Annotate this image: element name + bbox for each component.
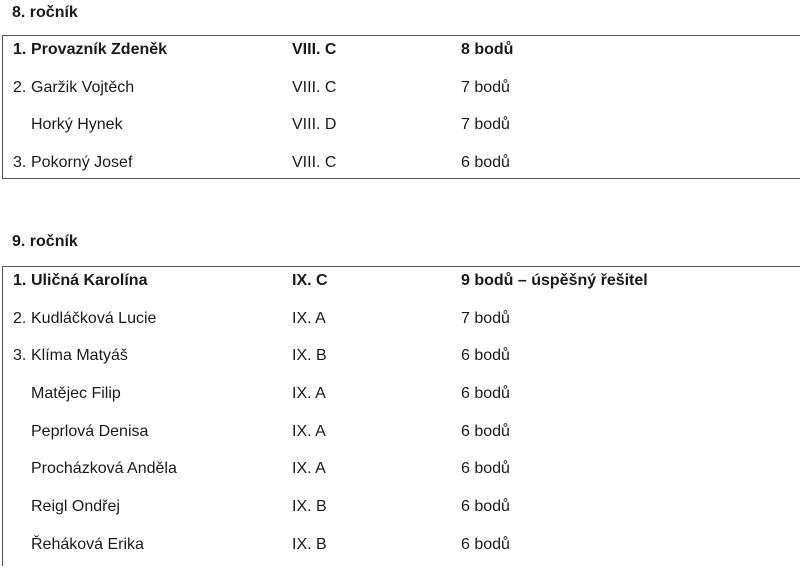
class-cell: IX. C bbox=[292, 272, 328, 289]
student-name: Pokorný Josef bbox=[31, 153, 133, 171]
rank-label: 3. bbox=[13, 347, 27, 365]
table-row bbox=[3, 380, 800, 418]
table-row bbox=[3, 531, 800, 569]
student-name-cell bbox=[13, 493, 120, 521]
student-name-cell bbox=[13, 380, 121, 408]
points-cell: 6 bodů bbox=[461, 498, 510, 516]
table-row bbox=[3, 74, 800, 112]
student-name-cell bbox=[13, 111, 123, 139]
student-name: Řeháková Erika bbox=[31, 535, 144, 553]
class-cell: VIII. C bbox=[292, 153, 337, 171]
rank-label: 1. bbox=[13, 272, 27, 289]
student-name-cell bbox=[13, 418, 148, 446]
rank-label: 3. bbox=[13, 153, 27, 171]
results-table-grade-8 bbox=[2, 35, 800, 179]
class-cell: IX. A bbox=[292, 309, 326, 327]
points-cell: 7 bodů bbox=[461, 78, 510, 96]
results-table-grade-9 bbox=[2, 266, 800, 566]
points-cell: 6 bodů bbox=[461, 153, 510, 171]
student-name-cell bbox=[13, 455, 177, 483]
points-cell: 7 bodů bbox=[461, 309, 510, 327]
student-name: Garžik Vojtěch bbox=[31, 78, 135, 96]
student-name: Uličná Karolína bbox=[31, 272, 148, 289]
class-cell: VIII. D bbox=[292, 116, 337, 133]
points-cell: 6 bodů bbox=[461, 535, 510, 553]
student-name: Horký Hynek bbox=[31, 116, 123, 133]
class-cell: VIII. C bbox=[292, 41, 337, 58]
class-cell: VIII. C bbox=[292, 78, 337, 96]
table-row bbox=[3, 455, 800, 493]
table-row bbox=[3, 36, 800, 74]
points-cell: 6 bodů bbox=[461, 385, 510, 403]
student-name: Procházková Anděla bbox=[31, 460, 177, 478]
student-name-cell bbox=[13, 149, 132, 177]
points-cell: 9 bodů – úspěšný řešitel bbox=[461, 272, 648, 289]
table-row bbox=[3, 493, 800, 531]
class-cell: IX. A bbox=[292, 385, 326, 403]
rank-label: 2. bbox=[13, 309, 27, 327]
student-name-cell bbox=[13, 342, 128, 370]
class-cell: IX. A bbox=[292, 460, 326, 478]
student-name: Peprlová Denisa bbox=[31, 422, 149, 440]
class-cell: IX. B bbox=[292, 347, 327, 365]
points-cell: 8 bodů bbox=[461, 41, 514, 58]
class-cell: IX. A bbox=[292, 422, 326, 440]
student-name: Provazník Zdeněk bbox=[31, 41, 168, 58]
student-name-cell bbox=[13, 267, 147, 295]
class-cell: IX. B bbox=[292, 535, 327, 553]
table-row bbox=[3, 305, 800, 343]
table-row bbox=[3, 267, 800, 305]
table-row bbox=[3, 342, 800, 380]
student-name: Matějec Filip bbox=[31, 385, 121, 403]
student-name: Kudláčková Lucie bbox=[31, 309, 157, 327]
student-name-cell bbox=[13, 36, 167, 64]
table-row bbox=[3, 149, 800, 187]
student-name-cell bbox=[13, 531, 144, 559]
student-name: Klíma Matyáš bbox=[31, 347, 128, 365]
table-row bbox=[3, 418, 800, 456]
points-cell: 6 bodů bbox=[461, 347, 510, 365]
student-name-cell bbox=[13, 74, 134, 102]
rank-label: 1. bbox=[13, 41, 27, 58]
class-cell: IX. B bbox=[292, 498, 327, 516]
rank-label: 2. bbox=[13, 78, 27, 96]
table-row bbox=[3, 111, 800, 149]
student-name: Reigl Ondřej bbox=[31, 498, 120, 516]
student-name-cell bbox=[13, 305, 156, 333]
points-cell: 6 bodů bbox=[461, 422, 510, 440]
points-cell: 7 bodů bbox=[461, 116, 510, 133]
points-cell: 6 bodů bbox=[461, 460, 510, 478]
section-heading-grade-9: 9. ročník bbox=[12, 233, 78, 250]
section-heading-grade-8: 8. ročník bbox=[12, 4, 78, 21]
